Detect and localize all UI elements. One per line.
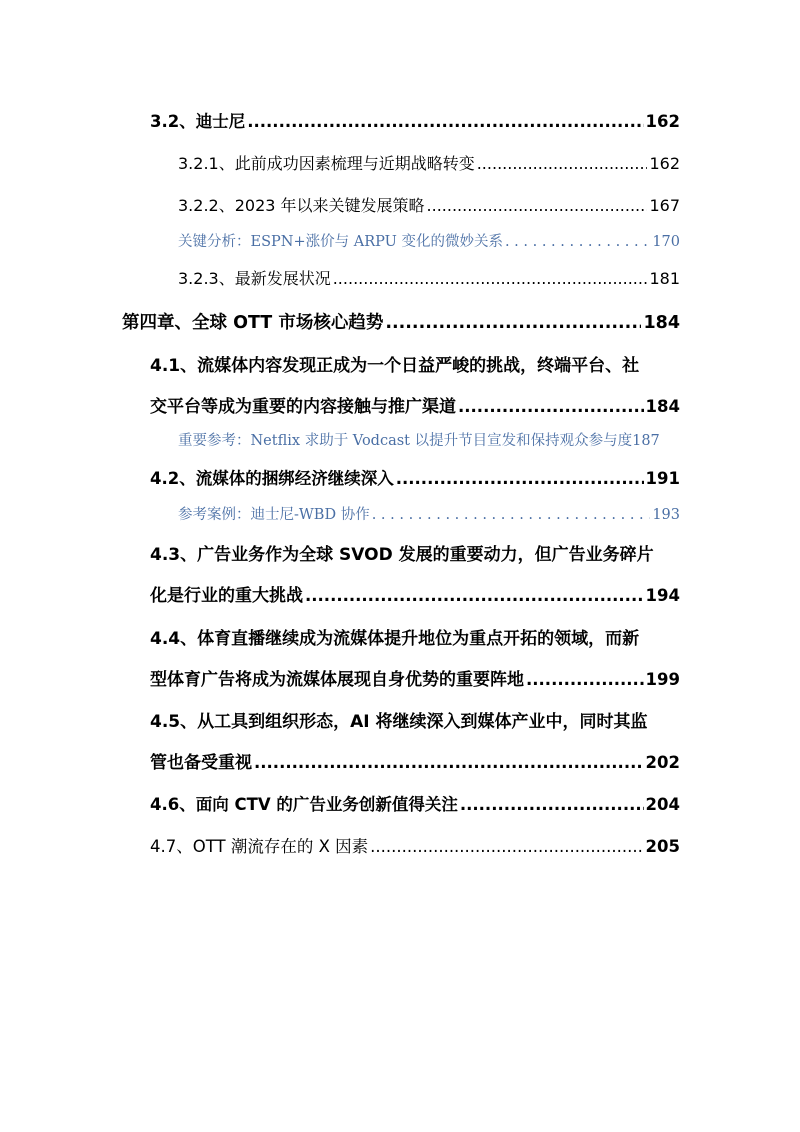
toc-entry-chapter-4[interactable] [122,309,680,334]
toc-page-number: 202 [645,753,680,772]
toc-entry-3-2-2[interactable] [178,193,680,216]
toc-page-number: 167 [649,196,680,215]
toc-entry-title: 管也备受重视 [150,753,252,773]
dot-leader [370,837,643,856]
toc-page-number: 204 [645,795,680,814]
toc-page-number: 184 [645,397,680,416]
toc-entry-important-reference[interactable] [178,429,696,450]
toc-entry-title: 3.2、迪士尼 [150,112,246,131]
toc-entry-4-7[interactable] [150,833,680,857]
toc-page-number: 162 [649,154,680,173]
toc-entry-4-3[interactable] [150,581,680,606]
dot-leader [396,469,644,488]
dot-leader [254,753,644,772]
toc-entry-3-2-3[interactable] [178,266,680,289]
toc-page-number: 194 [645,586,680,605]
toc-entry-title: 重要参考：Netflix 求助于 Vodcast 以提升节目宣发和保持观众参与度 [178,433,633,449]
toc-entry-title: 4.2、流媒体的捆绑经济继续深入 [150,469,394,488]
dot-leader [458,397,644,416]
toc-page-number: 187 [632,433,660,449]
toc-entry-title: 关键分析：ESPN+涨价与 ARPU 变化的微妙关系 [178,234,503,250]
toc-page-number: 191 [645,469,680,488]
toc-entry-4-1[interactable] [150,392,680,417]
toc-entry-4-3-line1[interactable]: 4.3、广告业务作为全球 SVOD 发展的重要动力，但广告业务碎片 [150,545,654,565]
toc-entry-title: 交平台等成为重要的内容接触与推广渠道 [150,397,456,417]
toc-page-number: 199 [645,670,680,689]
toc-entry-title: 4.7、OTT 潮流存在的 X 因素 [150,837,369,856]
toc-entry-4-4-line1[interactable]: 4.4、体育直播继续成为流媒体提升地位为重点开拓的领域，而新 [150,629,640,649]
toc-entry-3-2[interactable] [150,108,680,132]
toc-entry-4-5[interactable] [150,748,680,773]
toc-entry-title: 第四章、全球 OTT 市场核心趋势 [122,313,384,333]
toc-page-number: 193 [652,507,680,523]
toc-entry-title: 化是行业的重大挑战 [150,586,303,606]
dot-leader [477,154,648,173]
toc-page-number: 184 [643,313,680,333]
toc-entry-title: 3.2.1、此前成功因素梳理与近期战略转变 [178,154,475,173]
toc-entry-4-6[interactable] [150,791,680,815]
toc-entry-4-2[interactable] [150,465,680,489]
dot-leader [526,670,644,689]
toc-entry-title: 4.6、面向 CTV 的广告业务创新值得关注 [150,795,458,814]
toc-entry-key-analysis[interactable] [178,230,680,251]
toc-entry-4-4[interactable] [150,665,680,690]
dot-leader [460,795,644,814]
toc-page-number: 205 [645,837,680,856]
dot-leader [385,313,641,333]
toc-entry-title: 型体育广告将成为流媒体展现自身优势的重要阵地 [150,670,524,690]
toc-entry-title: 3.2.3、最新发展状况 [178,269,331,288]
toc-entry-4-5-line1[interactable]: 4.5、从工具到组织形态，AI 将继续深入到媒体产业中，同时其监 [150,712,648,732]
toc-entry-title: 3.2.2、2023 年以来关键发展策略 [178,196,425,215]
toc-entry-4-1-line1[interactable]: 4.1、流媒体内容发现正成为一个日益严峻的挑战，终端平台、社 [150,356,640,376]
dot-leader [372,507,651,523]
dot-leader [333,269,648,288]
toc-entry-reference-case[interactable] [178,503,680,524]
toc-page-number: 170 [652,234,680,250]
toc-page-number: 181 [649,269,680,288]
dot-leader [505,234,650,250]
toc-entry-title: 参考案例：迪士尼-WBD 协作 [178,507,370,523]
dot-leader [247,112,643,131]
dot-leader [427,196,648,215]
dot-leader [305,586,644,605]
toc-page-number: 162 [645,112,680,131]
toc-entry-3-2-1[interactable] [178,151,680,174]
